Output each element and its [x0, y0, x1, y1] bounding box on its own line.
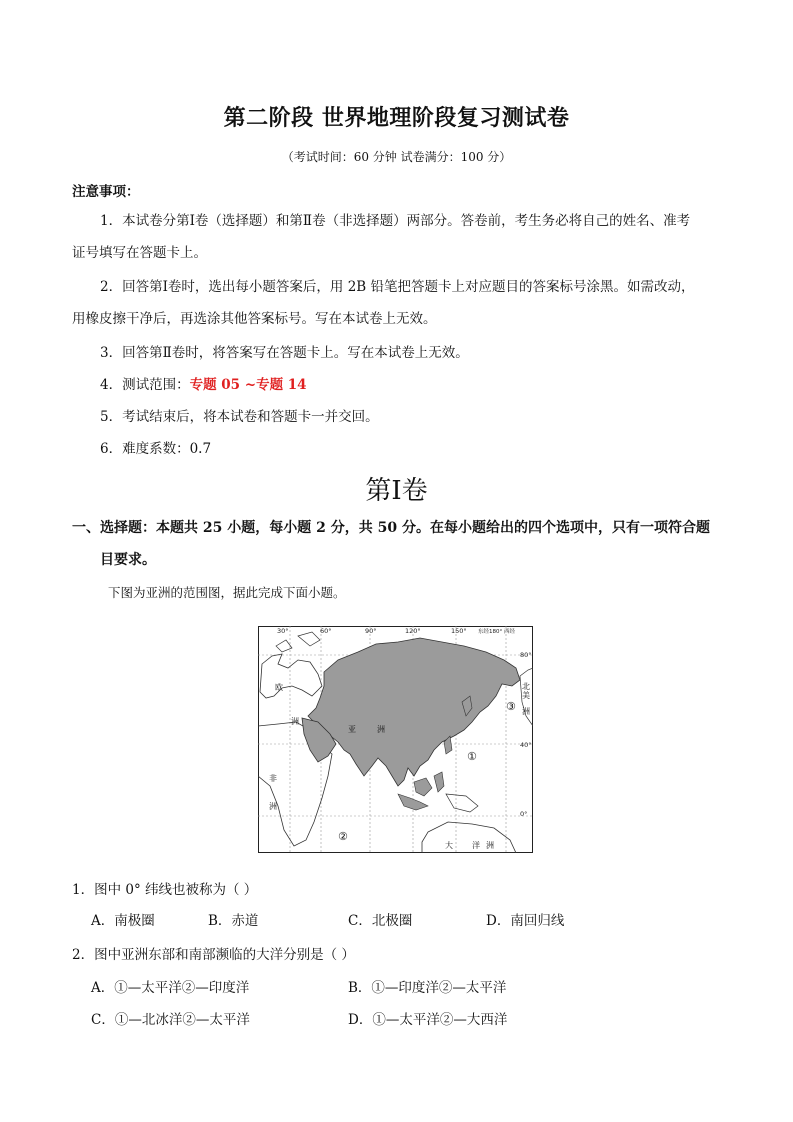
- notice-item-2-cont: 用橡皮擦干净后，再选涂其他答案标号。写在本试卷上无效。: [72, 311, 437, 327]
- africa-label: 非: [269, 774, 277, 783]
- exam-info: （考试时间：60 分钟 试卷满分：100 分）: [281, 150, 512, 164]
- notice-item-6: 6．难度系数：0.7: [100, 441, 212, 457]
- page-title: 第二阶段 世界地理阶段复习测试卷: [223, 105, 570, 131]
- question-2-option-d: D．①—太平洋②—大西洋: [348, 1012, 508, 1028]
- lon-label: 90°: [365, 627, 377, 635]
- europe-label: 洲: [291, 717, 299, 726]
- question-1-option-b: B．赤道: [208, 913, 259, 929]
- notice-label: 注意事项：: [72, 184, 140, 200]
- oceania-label: 大: [445, 841, 453, 850]
- europe-label: 欧: [275, 683, 283, 692]
- section-heading: 一、选择题：本题共 25 小题，每小题 2 分，共 50 分。在每小题给出的四个选项中，只有一项符合题: [72, 520, 710, 536]
- africa-label: 洲: [269, 802, 277, 811]
- question-2-stem: 2．图中亚洲东部和南部濒临的大洋分别是（ ）: [72, 947, 355, 963]
- lon-label: 120°: [405, 627, 421, 635]
- lat-label: 0°: [520, 810, 528, 818]
- oceania-label: 洲: [486, 841, 494, 850]
- notice-item-5: 5．考试结束后，将本试卷和答题卡一并交回。: [100, 409, 379, 425]
- question-1-option-d: D．南回归线: [486, 913, 565, 929]
- notice-item-3: 3．回答第Ⅱ卷时，将答案写在答题卡上。写在本试卷上无效。: [100, 345, 469, 361]
- question-2-option-a: A．①—太平洋②—印度洋: [91, 980, 250, 996]
- test-range-label: 4．测试范围：: [100, 377, 190, 393]
- lon-label: 60°: [320, 627, 332, 635]
- north-america-label: 洲: [522, 707, 530, 716]
- lon-label: 150°: [451, 627, 467, 635]
- lon-label: 30°: [277, 627, 289, 635]
- test-range: 专题 05 ~专题 14: [189, 377, 307, 393]
- question-1-option-a: A．南极圈: [91, 913, 155, 929]
- north-america-label: 北: [522, 682, 530, 691]
- section-heading-cont: 目要求。: [100, 552, 156, 568]
- ocean-marker-1: ①: [467, 750, 477, 763]
- ocean-marker-3: ③: [506, 700, 516, 713]
- oceania-label: 洋: [472, 841, 480, 850]
- asia-label: 亚: [348, 725, 356, 734]
- asia-label: 洲: [377, 725, 385, 734]
- asia-map: [258, 626, 533, 853]
- notice-item-1: 1．本试卷分第Ⅰ卷（选择题）和第Ⅱ卷（非选择题）两部分。答卷前，考生务必将自己的姓名、准考: [100, 213, 691, 229]
- question-1-stem: 1．图中 0° 纬线也被称为（ ）: [72, 882, 258, 898]
- north-america-label: 美: [522, 691, 530, 700]
- lat-label: 80°: [520, 651, 532, 659]
- lat-label: 40°: [520, 741, 532, 749]
- ocean-marker-2: ②: [338, 830, 348, 843]
- notice-item-1-cont: 证号填写在答题卡上。: [72, 245, 207, 261]
- volume-title: 第Ⅰ卷: [365, 476, 428, 506]
- question-2-option-b: B．①—印度洋②—太平洋: [348, 980, 507, 996]
- question-2-option-c: C．①—北冰洋②—太平洋: [91, 1012, 250, 1028]
- question-1-option-c: C．北极圈: [348, 913, 413, 929]
- notice-item-4: [100, 377, 307, 393]
- notice-item-2: 2．回答第Ⅰ卷时，选出每小题答案后，用 2B 铅笔把答题卡上对应题目的答案标号涂黑。如需改动，: [100, 279, 695, 295]
- lon-label: 东经180° 西经: [478, 629, 515, 635]
- map-intro: 下图为亚洲的范围图，据此完成下面小题。: [108, 585, 346, 600]
